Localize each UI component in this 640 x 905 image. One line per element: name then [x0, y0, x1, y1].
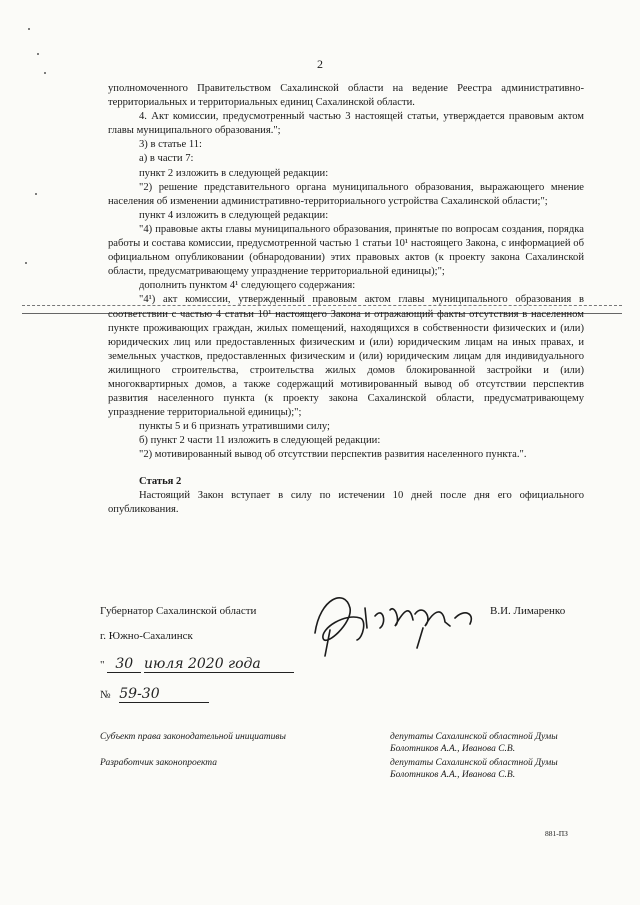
- scan-speck: [37, 53, 39, 55]
- paragraph: пункты 5 и 6 признать утратившими силу;: [139, 421, 330, 433]
- paragraph: уполномоченного Правительством Сахалинской области на ведение Реестра административно-территориальных и территориальных единиц Сахалинской области.: [108, 83, 584, 109]
- paragraph: б) пункт 2 части 11 изложить в следующей редакции:: [139, 435, 381, 447]
- scan-speck: [35, 193, 37, 195]
- paragraph: "4) правовые акты главы муниципального образования, принятые по вопросам создания, порядка работы и состава комиссии, предусмотренной частью 1 статьи 10¹ настоящего Закона, с информацией об официальном опубликовании (обнародовании) этих правовых актов (к проекту закона Сахалинской области, предусматривающему упразднение территориальной единицы);";: [108, 223, 584, 278]
- date-month-year: июля 2020 года: [144, 656, 294, 673]
- footer-developer-label: Разработчик законопроекта: [100, 758, 218, 768]
- law-number: 59-30: [119, 686, 209, 703]
- paragraph: "2) мотивированный вывод об отсутствии перспектив развития населенного пункта.".: [139, 449, 527, 461]
- handwritten-signature: [305, 578, 485, 663]
- governor-name: В.И. Лимаренко: [490, 605, 566, 617]
- paragraph: 4. Акт комиссии, предусмотренный частью 3 настоящей статьи, утверждается правовым актом главы муниципального образования.";: [108, 111, 584, 137]
- paragraph: "2) решение представительного органа муниципального образования, выражающего мнение населения об изменении административно-территориального устройства Сахалинской области;";: [108, 181, 584, 207]
- date-line: [100, 656, 294, 673]
- page-number: 2: [317, 57, 323, 71]
- footer-developer-authors: депутаты Сахалинской областной Думы Болотников А.А., Иванова С.В.: [390, 758, 558, 780]
- law-number-line: [100, 686, 209, 703]
- paragraph: а) в части 7:: [139, 153, 194, 165]
- article-text: Настоящий Закон вступает в силу по истечении 10 дней после дня его официального опубликования.: [108, 489, 584, 515]
- scan-speck: [25, 262, 27, 264]
- paragraph: дополнить пунктом 4¹ следующего содержания:: [139, 280, 356, 292]
- footer-initiative-authors: депутаты Сахалинской областной Думы Болотников А.А., Иванова С.В.: [390, 732, 558, 754]
- paragraph: "4¹) акт комиссии, утвержденный правовым актом главы муниципального образования в соответствии с частью 4 статьи 10¹ настоящего Закона и отражающий факты отсутствия в населенном пункте проживающих граждан, жилых помещений, находящихся в собственности физических и (или) юридических лиц или предоставленных физическим и (или) юридическим лицам на иных правах, и земельных участков, предоставленных физическим и (или) юридическим лицам для индивидуального жилищного строительства, строительства жилых домов блокированной застройки и (или) многоквартирных домов, а также содержащий мотивированный вывод об отсутствии перспектив развития населенного пункта (к проекту закона Сахалинской области, предусматривающему упразднение территориальной единицы);";: [108, 294, 584, 419]
- scan-speck: [44, 72, 46, 74]
- date-quote: ": [100, 659, 105, 671]
- city: г. Южно-Сахалинск: [100, 630, 193, 642]
- date-day: 30: [107, 656, 141, 673]
- document-code: 881-ПЗ: [545, 829, 568, 838]
- article-title: Статья 2: [139, 475, 182, 487]
- governor-title: Губернатор Сахалинской области: [100, 605, 257, 617]
- paragraph: 3) в статье 11:: [139, 139, 202, 151]
- number-label: №: [100, 689, 111, 701]
- footer-initiative-label: Субъект права законодательной инициативы: [100, 732, 286, 742]
- scan-speck: [28, 28, 30, 30]
- paragraph: пункт 4 изложить в следующей редакции:: [139, 209, 329, 221]
- paragraph: пункт 2 изложить в следующей редакции:: [139, 167, 329, 179]
- document-body: [108, 82, 584, 517]
